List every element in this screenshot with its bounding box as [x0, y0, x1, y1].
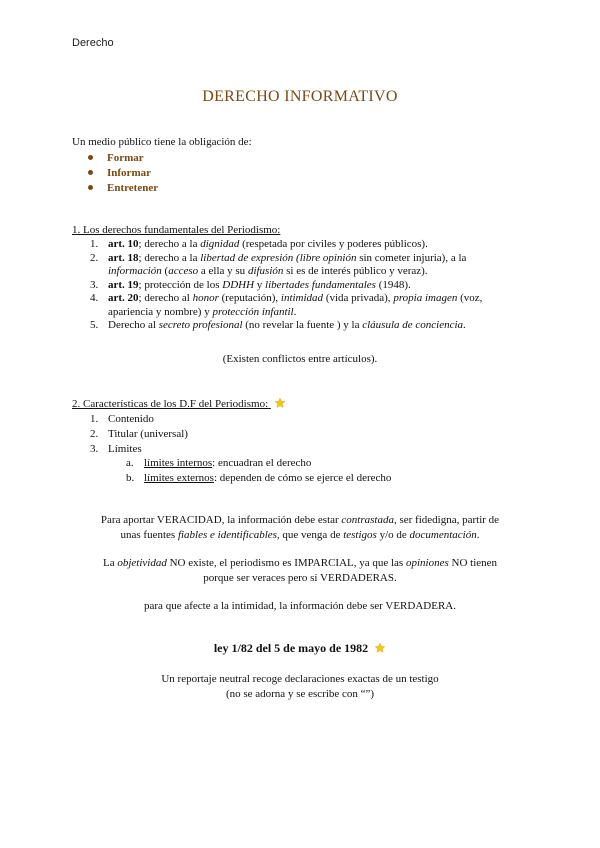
- list-item: Entretener: [88, 180, 158, 195]
- paragraph-neutral-report: Un reportaje neutral recoge declaraciones exactas de un testigo (no se adorna y se escribe con “”): [161, 673, 439, 700]
- section2-heading: 2. Características de los D.F del Periodismo:: [72, 397, 286, 412]
- limits-sublist: [126, 456, 391, 486]
- list-item: a. límites internos: encuadran el derecho: [126, 457, 312, 469]
- section1-heading: 1. Los derechos fundamentales del Periodismo:: [72, 224, 281, 236]
- section1-note: (Existen conflictos entre artículos).: [222, 353, 378, 365]
- paragraph-objectivity: La objetividad NO existe, el periodismo es IMPARCIAL, ya que las opiniones NO tienen porque ser veraces pero sí VERDADERAS.: [102, 557, 498, 584]
- star-icon: [274, 397, 286, 409]
- section2-list: [90, 412, 508, 457]
- list-item: 3. Límites: [90, 443, 142, 455]
- obligations-list: [88, 150, 158, 195]
- document-title: DERECHO INFORMATIVO: [202, 88, 398, 105]
- star-icon: [374, 642, 386, 654]
- intro-text: Un medio público tiene la obligación de:: [72, 136, 252, 148]
- paragraph-veracity: Para aportar VERACIDAD, la información debe estar contrastada, ser fidedigna, partir de unas fuentes fiables e identificables, que venga de testigos y/o de documentación.: [100, 514, 500, 541]
- bullet-icon: [88, 185, 93, 190]
- list-item: 4. art. 20; derecho al honor (reputación), intimidad (vida privada), propia imagen (voz, apariencia y nombre) y protección infantil.: [90, 292, 483, 318]
- list-item: b. límites externos: dependen de cómo se ejerce el derecho: [126, 472, 392, 484]
- list-item: 2. Titular (universal): [90, 428, 188, 440]
- law-heading: ley 1/82 del 5 de mayo de 1982: [0, 641, 600, 656]
- list-item: Informar: [88, 165, 158, 180]
- bullet-icon: [88, 155, 93, 160]
- list-item: 3. art. 19; protección de los DDHH y libertades fundamentales (1948).: [90, 278, 411, 291]
- bullet-icon: [88, 170, 93, 175]
- list-item: Formar: [88, 150, 158, 165]
- list-item: 1. Contenido: [90, 413, 154, 425]
- list-item: 5. Derecho al secreto profesional (no revelar la fuente ) y la cláusula de conciencia.: [90, 319, 466, 331]
- running-header: Derecho: [72, 37, 114, 49]
- list-item: 2. art. 18; derecho a la libertad de expresión (libre opinión sin cometer injuria), a la información (acceso a ella y su difusión si es de interés público y veraz).: [90, 251, 467, 277]
- list-item: 1. art. 10; derecho a la dignidad (respetada por civiles y poderes públicos).: [90, 238, 428, 250]
- paragraph-intimacy: para que afecte a la intimidad, la información debe ser VERDADERA.: [144, 600, 456, 612]
- section1-list: [90, 238, 508, 333]
